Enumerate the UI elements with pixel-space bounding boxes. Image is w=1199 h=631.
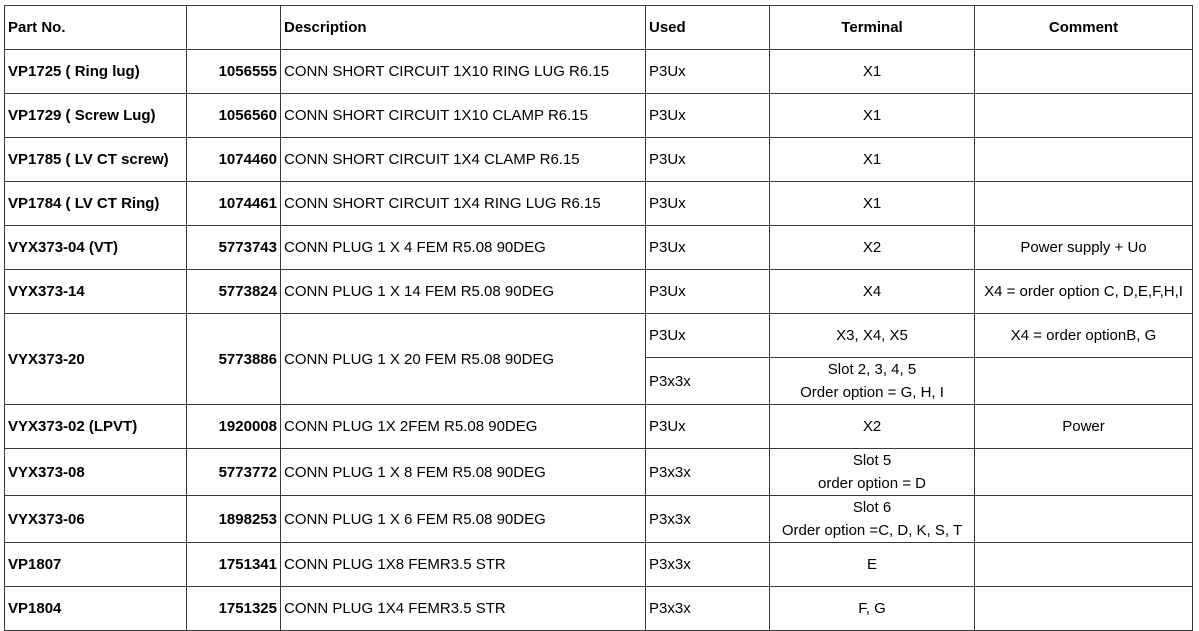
number-cell: 1920008	[187, 405, 281, 449]
part-no-cell: VP1807	[5, 543, 187, 587]
description-cell: CONN PLUG 1 X 8 FEM R5.08 90DEG	[281, 449, 646, 496]
number-cell: 1751325	[187, 587, 281, 631]
comment-cell	[975, 94, 1193, 138]
used-cell: P3x3x	[646, 496, 770, 543]
number-cell: 5773743	[187, 226, 281, 270]
comment-cell	[975, 496, 1193, 543]
description-cell: CONN PLUG 1 X 6 FEM R5.08 90DEG	[281, 496, 646, 543]
comment-cell	[975, 543, 1193, 587]
terminal-cell: X1	[770, 50, 975, 94]
number-cell: 1074460	[187, 138, 281, 182]
header-number	[187, 6, 281, 50]
used-cell: P3Ux	[646, 270, 770, 314]
description-cell: CONN SHORT CIRCUIT 1X10 CLAMP R6.15	[281, 94, 646, 138]
description-cell: CONN SHORT CIRCUIT 1X4 RING LUG R6.15	[281, 182, 646, 226]
header-part-no: Part No.	[5, 6, 187, 50]
terminal-line: Slot 6	[852, 499, 892, 516]
part-no-cell: VYX373-06	[5, 496, 187, 543]
terminal-cell: X1	[770, 182, 975, 226]
used-cell: P3Ux	[646, 138, 770, 182]
table-row	[5, 543, 1193, 587]
number-cell: 5773824	[187, 270, 281, 314]
used-cell: P3Ux	[646, 405, 770, 449]
table-row	[5, 587, 1193, 631]
number-cell: 1056560	[187, 94, 281, 138]
description-cell: CONN SHORT CIRCUIT 1X4 CLAMP R6.15	[281, 138, 646, 182]
part-no-cell: VYX373-14	[5, 270, 187, 314]
comment-cell	[975, 138, 1193, 182]
description-cell: CONN PLUG 1 X 4 FEM R5.08 90DEG	[281, 226, 646, 270]
terminal-cell: F, G	[770, 587, 975, 631]
header-comment: Comment	[975, 6, 1193, 50]
description-cell: CONN PLUG 1X8 FEMR3.5 STR	[281, 543, 646, 587]
header-row	[5, 6, 1193, 50]
used-cell: P3Ux	[646, 94, 770, 138]
comment-cell: X4 = order optionB, G	[975, 314, 1193, 358]
part-no-cell: VP1725 ( Ring lug)	[5, 50, 187, 94]
description-cell: CONN PLUG 1 X 20 FEM R5.08 90DEG	[281, 314, 646, 405]
terminal-cell: X2	[770, 226, 975, 270]
comment-cell	[975, 587, 1193, 631]
table-row	[5, 94, 1193, 138]
terminal-cell: E	[770, 543, 975, 587]
part-no-cell: VYX373-02 (LPVT)	[5, 405, 187, 449]
terminal-cell: X4	[770, 270, 975, 314]
table-row	[5, 314, 1193, 358]
description-cell: CONN PLUG 1X4 FEMR3.5 STR	[281, 587, 646, 631]
used-cell: P3Ux	[646, 314, 770, 358]
part-no-cell: VP1804	[5, 587, 187, 631]
comment-cell	[975, 449, 1193, 496]
terminal-cell	[770, 449, 975, 496]
comment-cell	[975, 358, 1193, 405]
comment-cell	[975, 182, 1193, 226]
terminal-line: Slot 5	[852, 452, 892, 469]
number-cell: 1074461	[187, 182, 281, 226]
used-cell: P3x3x	[646, 358, 770, 405]
table-row	[5, 50, 1193, 94]
table-row	[5, 496, 1193, 543]
description-cell: CONN PLUG 1X 2FEM R5.08 90DEG	[281, 405, 646, 449]
terminal-line: Order option = G, H, I	[800, 384, 944, 401]
comment-cell: Power supply + Uo	[975, 226, 1193, 270]
part-no-cell: VP1785 ( LV CT screw)	[5, 138, 187, 182]
terminal-cell: X1	[770, 138, 975, 182]
table-row	[5, 226, 1193, 270]
comment-cell: Power	[975, 405, 1193, 449]
terminal-line: Order option =C, D, K, S, T	[781, 522, 963, 539]
part-no-cell: VP1729 ( Screw Lug)	[5, 94, 187, 138]
part-no-cell: VYX373-08	[5, 449, 187, 496]
used-cell: P3Ux	[646, 226, 770, 270]
table-row	[5, 405, 1193, 449]
part-no-cell: VYX373-04 (VT)	[5, 226, 187, 270]
used-cell: P3x3x	[646, 449, 770, 496]
table-row	[5, 182, 1193, 226]
number-cell: 5773886	[187, 314, 281, 405]
terminal-line: Slot 2, 3, 4, 5	[827, 361, 917, 378]
parts-table	[4, 5, 1193, 631]
used-cell: P3x3x	[646, 587, 770, 631]
part-no-cell: VP1784 ( LV CT Ring)	[5, 182, 187, 226]
terminal-cell: X1	[770, 94, 975, 138]
table-row	[5, 270, 1193, 314]
terminal-cell: X2	[770, 405, 975, 449]
table-row	[5, 138, 1193, 182]
used-cell: P3x3x	[646, 543, 770, 587]
terminal-cell: X3, X4, X5	[770, 314, 975, 358]
description-cell: CONN PLUG 1 X 14 FEM R5.08 90DEG	[281, 270, 646, 314]
comment-cell	[975, 50, 1193, 94]
header-terminal: Terminal	[770, 6, 975, 50]
terminal-cell	[770, 496, 975, 543]
number-cell: 1898253	[187, 496, 281, 543]
number-cell: 5773772	[187, 449, 281, 496]
description-cell: CONN SHORT CIRCUIT 1X10 RING LUG R6.15	[281, 50, 646, 94]
terminal-cell	[770, 358, 975, 405]
table-row	[5, 449, 1193, 496]
header-description: Description	[281, 6, 646, 50]
comment-cell: X4 = order option C, D,E,F,H,I	[975, 270, 1193, 314]
used-cell: P3Ux	[646, 182, 770, 226]
used-cell: P3Ux	[646, 50, 770, 94]
number-cell: 1056555	[187, 50, 281, 94]
part-no-cell: VYX373-20	[5, 314, 187, 405]
terminal-line: order option = D	[818, 475, 926, 492]
number-cell: 1751341	[187, 543, 281, 587]
header-used: Used	[646, 6, 770, 50]
